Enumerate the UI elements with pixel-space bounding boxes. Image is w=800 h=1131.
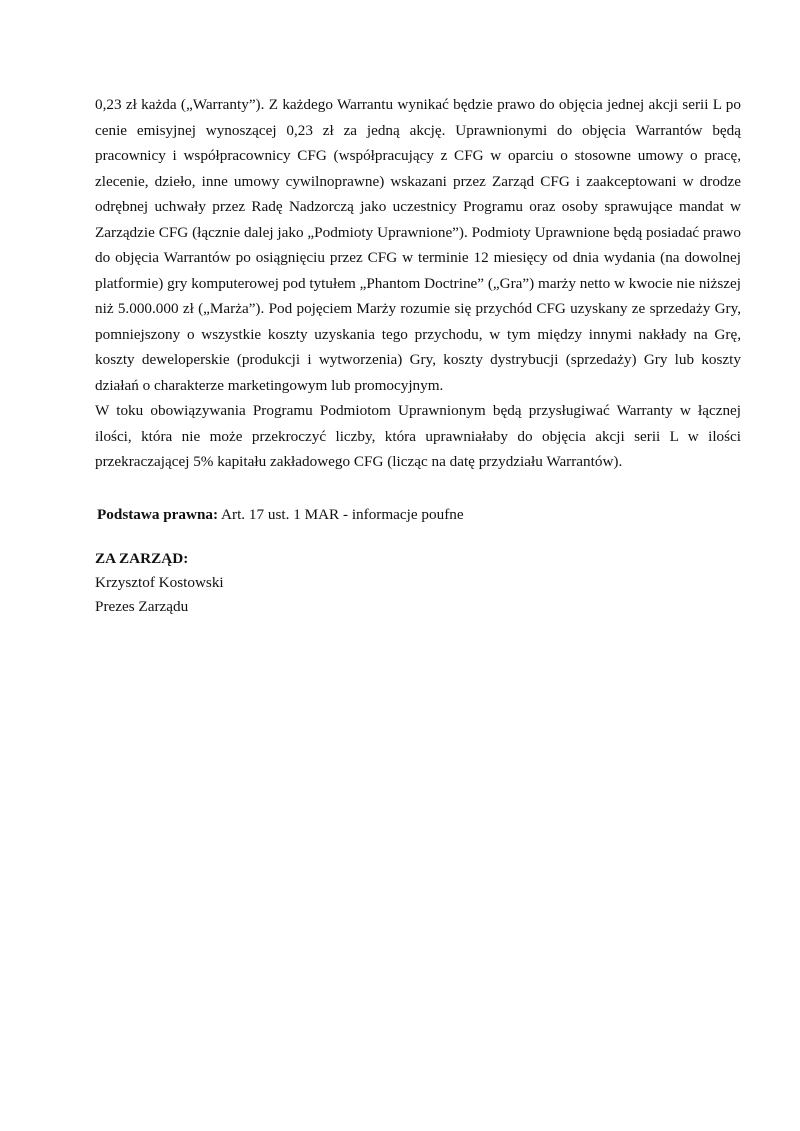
signatory-role: Prezes Zarządu	[95, 597, 189, 615]
signature-title: ZA ZARZĄD:	[95, 549, 189, 567]
body-paragraph-2: W toku obowiązywania Programu Podmiotom Uprawnionym będą przysługiwać Warranty w łącznej ilości, która nie może przekroczyć liczby, która uprawniałaby do objęcia akcji serii L w ilości przekraczającej 5% kapitału zakładowego CFG (licząc na datę przydziału Warrantów).	[95, 402, 741, 470]
signatory-name: Krzysztof Kostowski	[95, 573, 224, 591]
signature-block	[95, 547, 741, 619]
legal-basis	[97, 504, 741, 526]
legal-basis-value: Art. 17 ust. 1 MAR - informacje poufne	[218, 505, 464, 523]
body-paragraph-1: 0,23 zł każda („Warranty”). Z każdego Warrantu wynikać będzie prawo do objęcia jednej akcji serii L po cenie emisyjnej wynoszącej 0,23 zł za jedną akcję. Uprawnionymi do objęcia Warrantów będą pracownicy i współpracownicy CFG (współpracujący z CFG w oparciu o stosowne umowy o pracę, zlecenie, dzieło, inne umowy cywilnoprawne) wskazani przez Zarząd CFG i zaakceptowani w drodze odrębnej uchwały przez Radę Nadzorczą jako uczestnicy Programu oraz osoby sprawujące mandat w Zarządzie CFG (łącznie dalej jako „Podmioty Uprawnione”). Podmioty Uprawnione będą posiadać prawo do objęcia Warrantów po osiągnięciu przez CFG w terminie 12 miesięcy od dnia wydania (na dowolnej platformie) gry komputerowej pod tytułem „Phantom Doctrine” („Gra”) marży netto w kwocie nie niższej niż 5.000.000 zł („Marża”). Pod pojęciem Marży rozumie się przychód CFG uzyskany ze sprzedaży Gry, pomniejszony o wszystkie koszty uzyskania tego przychodu, w tym między innymi nakłady na Grę, koszty deweloperskie (produkcji i wytworzenia) Gry, koszty dystrybucji (sprzedaży) Gry lub koszty działań o charakterze marketingowym lub promocyjnym.	[95, 96, 741, 394]
legal-basis-label: Podstawa prawna:	[97, 505, 219, 523]
document-page	[95, 92, 741, 619]
